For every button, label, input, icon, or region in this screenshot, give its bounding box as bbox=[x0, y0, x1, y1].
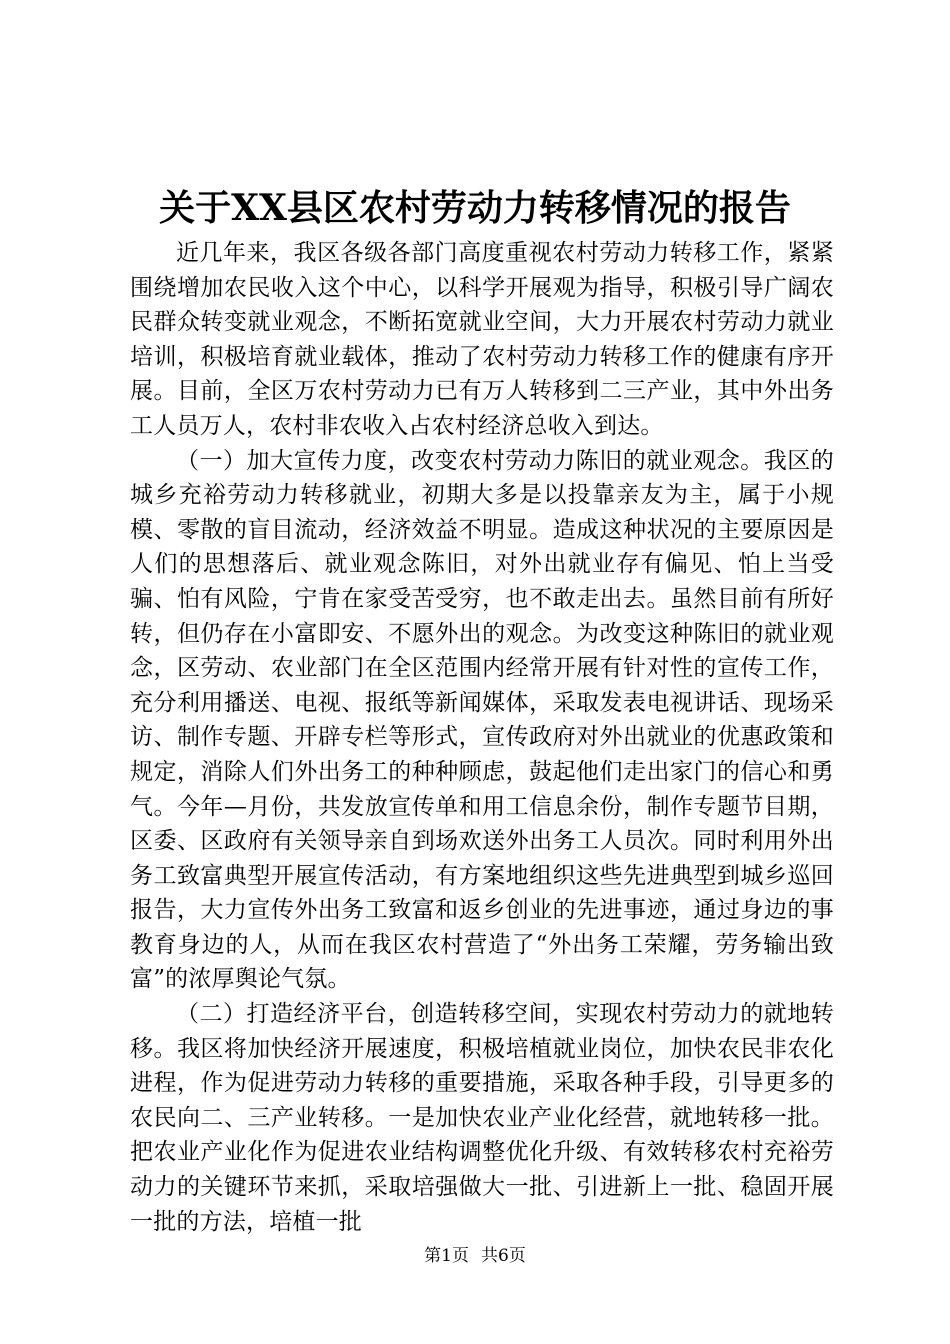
page-number: 第1页 bbox=[424, 1246, 469, 1266]
paragraph-intro: 近几年来，我区各级各部门高度重视农村劳动力转移工作，紧紧围绕增加农民收入这个中心，以科学开展观为指导，积极引导广阔农民群众转变就业观念，不断拓宽就业空间，大力开展农村劳动力就业培训，积极培育就业载体，推动了农村劳动力转移工作的健康有序开展。目前，全区万农村劳动力已有万人转移到二三产业，其中外出务工人员万人，农村非农收入占农村经济总收入到达。 bbox=[130, 240, 834, 439]
page-total: 共6页 bbox=[481, 1246, 526, 1266]
page-footer bbox=[0, 1244, 950, 1268]
document-body bbox=[130, 236, 834, 1239]
paragraph-section-1: （一）加大宣传力度，改变农村劳动力陈旧的就业观念。我区的城乡充裕劳动力转移就业，初期大多是以投靠亲友为主，属于小规模、零散的盲目流动，经济效益不明显。造成这种状况的主要原因是人们的思想落后、就业观念陈旧，对外出就业存有偏见、怕上当受骗、怕有风险，宁肯在家受苦受穷，也不敢走出去。虽然目前有所好转，但仍存在小富即安、不愿外出的观念。为改变这种陈旧的就业观念，区劳动、农业部门在全区范围内经常开展有针对性的宣传工作，充分利用播送、电视、报纸等新闻媒体，采取发表电视讲话、现场采访、制作专题、开辟专栏等形式，宣传政府对外出就业的优惠政策和规定，消除人们外出务工的种种顾虑，鼓起他们走出家门的信心和勇气。今年—月份，共发放宣传单和用工信息余份，制作专题节目期，区委、区政府有关领导亲自到场欢送外出务工人员次。同时利用外出务工致富典型开展宣传活动，有方案地组织这些先进典型到城乡巡回报告，大力宣传外出务工致富和返乡创业的先进事迹，通过身边的事教育身边的人，从而在我区农村营造了“外出务工荣耀，劳务输出致富”的浓厚舆论气氛。 bbox=[130, 447, 834, 993]
document-title: 关于XX县区农村劳动力转移情况的报告 bbox=[159, 187, 791, 229]
paragraph-section-2: （二）打造经济平台，创造转移空间，实现农村劳动力的就地转移。我区将加快经济开展速度，积极培植就业岗位，加快农民非农化进程，作为促进劳动力转移的重要措施，采取各种手段，引导更多的农民向二、三产业转移。一是加快农业产业化经营，就地转移一批。把农业产业化作为促进农业结构调整优化升级、有效转移农村充裕劳动力的关键环节来抓，采取培强做大一批、引进新上一批、稳固开展一批的方法，培植一批 bbox=[130, 1001, 834, 1235]
